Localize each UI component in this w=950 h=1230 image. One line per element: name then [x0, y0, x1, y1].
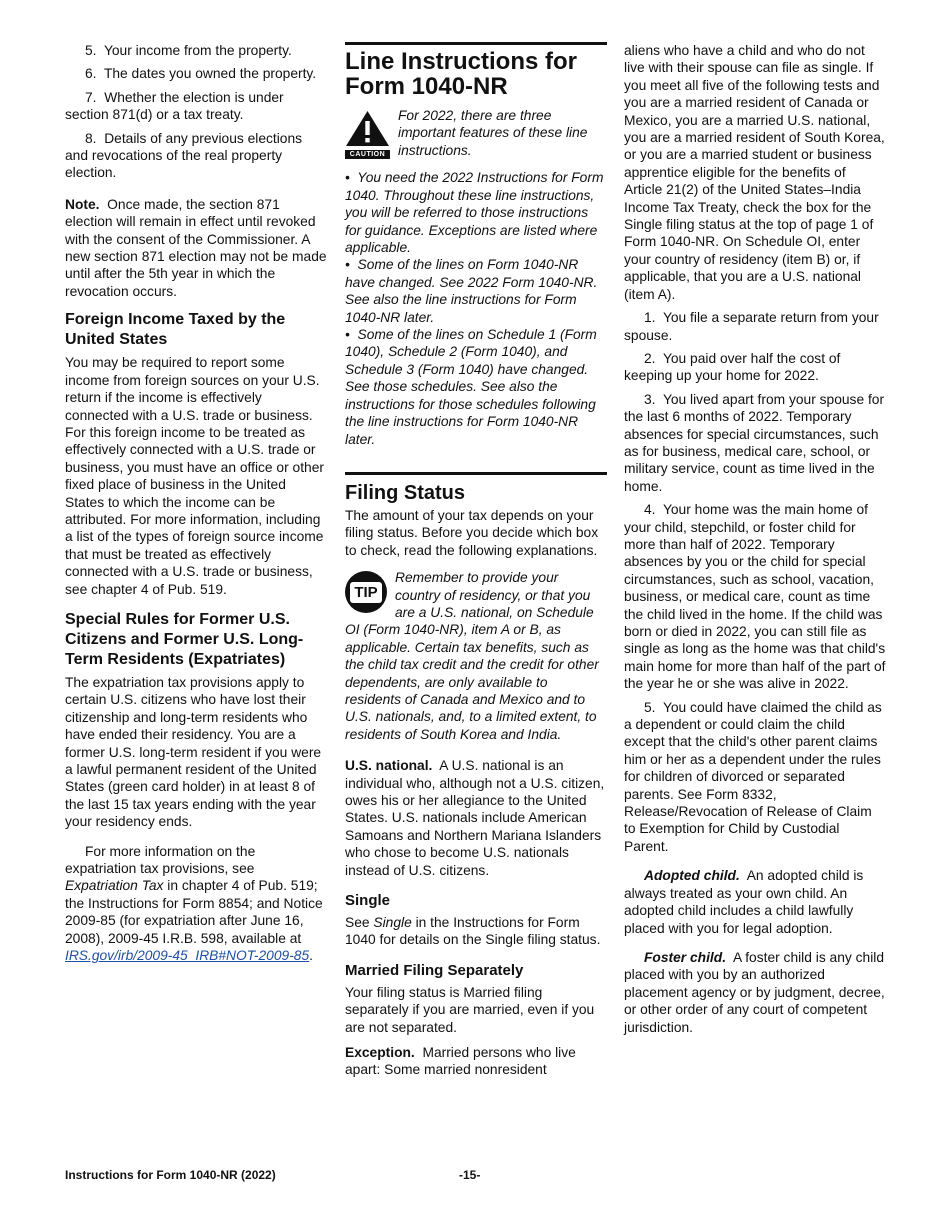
tip-callout: [345, 569, 607, 743]
filing-status-title: Filing Status: [345, 472, 607, 505]
continued-paragraph: aliens who have a child and who do not live with their spouse can file as single. If you meet all five of the following tests and you are a married resident of Canada or Mexico, you are a married U.S. national, you are a married resident of South Korea, or you are a married student or business apprentice eligible for the benefits of Article 21(2) of the United States–India Income Tax Treaty, check the box for the Single filing status at the top of page 1 of Form 1040-NR. On Schedule OI, enter your country of residency (item B) or, if applicable, that you are a U.S. national (item A).: [624, 43, 885, 302]
list-item: 4. Your home was the main home of your child, stepchild, or foster child for more than half of 2022. Temporary absences by you or the child for special circumstances, such as school, vacation, business, or medical care, count as time the child lived in the home. If the child was born or died in 2022, you can still file as single as long as the home was that child's main home for more than half of the part of the year he or she was alive in 2022.: [624, 502, 886, 692]
column-1: [65, 42, 327, 970]
list-item: 5. You could have claimed the child as a dependent or could claim the child except that the child's other parent claims him or her as a dependent under the rules for children of divorced or separated parents. See Form 8332, Release/Revocation of Release of Claim to Exemption for Child by Custodial Parent.: [624, 699, 882, 854]
list-item: 8. Details of any previous elections and revocations of the real property election.: [65, 130, 303, 181]
us-national-paragraph: U.S. national. A U.S. national is an individual who, although not a U.S. citizen, owes his or her allegiance to the United States. U.S. nationals include American Samoans and Northern Mariana Islanders who chose to become U.S. nationals instead of U.S. citizens.: [345, 758, 605, 878]
foreign-income-paragraph: You may be required to report some income from foreign sources on your U.S. return if the income is effectively connected with a U.S. trade or business. For this foreign income to be treated as effectively connected with a U.S. trade or business, you must have an office or other fixed place of business in the United States to which the income can be attributed. For more information, including a list of the types of foreign source income that must be treated as effectively connected with a U.S. trade or business, see chapter 4 of Pub. 519.: [65, 355, 324, 597]
note-label: Note.: [65, 196, 100, 212]
foster-child-paragraph: Foster child. A foster child is any child placed with you by an authorized placement agency or by judgment, decree, or other order of any court of competent jurisdiction.: [624, 949, 885, 1035]
single-heading: Single: [345, 892, 391, 910]
caution-text: For 2022, there are three important features of these line instructions.: [398, 108, 588, 158]
list-item: 1. You file a separate return from your spouse.: [624, 310, 879, 343]
list-item: 3. You lived apart from your spouse for the last 6 months of 2022. Temporary absences for special circumstances, such as for business, medical care, school, or military service, count as time lived in the home.: [624, 391, 885, 494]
single-paragraph: See Single in the Instructions for Form 1040 for details on the Single filing status.: [345, 915, 601, 948]
tip-icon: TIP: [345, 571, 387, 613]
list-item: • Some of the lines on Form 1040-NR have changed. See 2022 Form 1040-NR. See also the line instructions for Form 1040-NR later.: [345, 257, 598, 325]
mfs-heading: Married Filing Separately: [345, 961, 524, 979]
list-item: 5. Your income from the property.: [85, 43, 292, 58]
list-item: 2. You paid over half the cost of keeping up your home for 2022.: [624, 350, 841, 384]
tip-text: Remember to provide your country of residency, or that you are a U.S. national, on Schedule OI (Form 1040-NR), item A or B, as applicable. Certain tax benefits, such as the child tax credit and the credit for other dependents, are only available to residents of Canada and Mexico and to U.S. nationals, and, to a limited extent, to residents of South Korea and India.: [345, 570, 599, 742]
column-2: [345, 42, 607, 1085]
page-number: -15-: [459, 1168, 481, 1182]
expatriation-more-info: For more information on the expatriation tax provisions, see Expatriation Tax in chapter 4 of Pub. 519; the Instructions for Form 8854; and Notice 2009-85 (for expatriation after June 16, 2008), 2009-45 I.R.B. 598, available at IRS.gov/irb/2009-45_IRB#NOT-2009-85.: [65, 843, 323, 964]
footer-form-name: Instructions for Form 1040-NR (2022): [65, 1168, 276, 1182]
feature-bullets: [345, 169, 607, 448]
adopted-child-label: Adopted child.: [644, 868, 740, 884]
column-3: [624, 42, 886, 1042]
mfs-paragraph: Your filing status is Married filing separately if you are married, even if you are not separated.: [345, 984, 595, 1035]
exception-label: Exception.: [345, 1045, 415, 1061]
note-paragraph: Note. Once made, the section 871 election will remain in effect until revoked with the consent of the Commissioner. A new section 871 election may not be made until after the 5th year in which the revocation occurs.: [65, 196, 327, 299]
list-item: 6. The dates you owned the property.: [85, 66, 317, 82]
expatriates-paragraph: The expatriation tax provisions apply to certain U.S. citizens who have lost their citizenship and long-term residents who have ended their residency. You are a former U.S. long-term resident if you were a lawful permanent resident of the United States (green card holder) in at least 8 of the last 15 tax years ending with the year your residency ends.: [65, 674, 322, 830]
caution-icon: CAUTION: [345, 109, 390, 159]
adopted-child-paragraph: Adopted child. An adopted child is always treated as your own child. An adopted child includes a child lawfully placed with you for legal adoption.: [624, 868, 864, 936]
exception-paragraph: Exception. Married persons who live apart: Some married nonresident: [345, 1045, 576, 1078]
line-instructions-title: Line Instructions for Form 1040-NR: [345, 42, 607, 99]
list-item: • Some of the lines on Schedule 1 (Form 1040), Schedule 2 (Form 1040), and Schedule 3 (Form 1040) have changed. See those schedules. See also the instructions for those schedules following the line instructions for Form 1040-NR later.: [345, 327, 597, 447]
foreign-income-heading: Foreign Income Taxed by the United States: [65, 311, 286, 349]
us-national-label: U.S. national.: [345, 758, 433, 774]
irs-irb-link[interactable]: IRS.gov/irb/2009-45_IRB#NOT-2009-85: [65, 948, 310, 964]
foster-child-label: Foster child.: [644, 949, 727, 965]
expatriates-heading: Special Rules for Former U.S. Citizens and Former U.S. Long-Term Residents (Expatriates): [65, 610, 304, 668]
caution-callout: [345, 107, 607, 161]
filing-status-paragraph: The amount of your tax depends on your filing status. Before you decide which box to check, read the following explanations.: [345, 507, 599, 558]
list-item: • You need the 2022 Instructions for Form 1040. Throughout these line instructions, you will be referred to those instructions for guidance. Exceptions are listed where applicable.: [345, 170, 604, 256]
list-item: 7. Whether the election is under section 871(d) or a tax treaty.: [65, 89, 284, 123]
